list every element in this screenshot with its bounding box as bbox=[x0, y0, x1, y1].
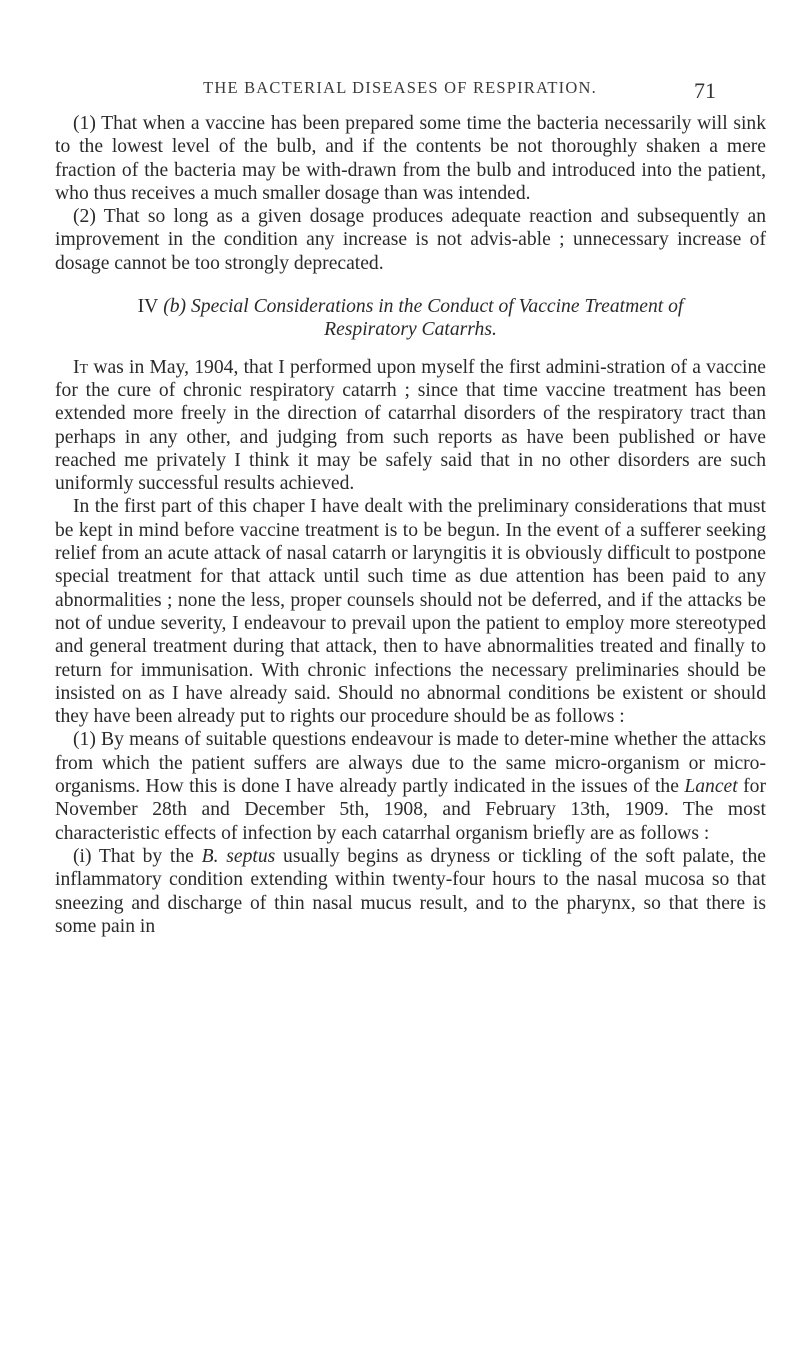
heading-title: Special Considerations in the Conduct of Vaccine Treatment of Respiratory Catarrhs. bbox=[191, 296, 684, 341]
paragraph-6-text-a: (i) That by the bbox=[73, 845, 194, 867]
paragraph-6 bbox=[55, 845, 766, 938]
paragraph-3 bbox=[55, 356, 766, 496]
paragraph-6-text-b: usually begins as dryness or tickling of the soft palate, the inflammatory condition extending within twenty-four hours to the nasal mucosa so that sneezing and discharge of thin nasal mucus result, and to the pharynx, so that there is some pain in bbox=[55, 845, 766, 937]
paragraph-5-text-b: for November 28th and December 5th, 1908, and February 13th, 1909. The most characteristic effects of infection by each catarrhal organism briefly are as follows : bbox=[55, 776, 766, 844]
page-header bbox=[0, 78, 800, 102]
page-number: 71 bbox=[694, 78, 716, 103]
lancet-title: Lancet bbox=[684, 776, 738, 798]
organism-name: B. septus bbox=[201, 845, 276, 867]
heading-sub: (b) bbox=[163, 296, 187, 318]
running-head: THE BACTERIAL DISEASES OF RESPIRATION. bbox=[203, 78, 597, 97]
page-body bbox=[55, 112, 766, 938]
section-heading bbox=[55, 295, 766, 342]
paragraph-5 bbox=[55, 728, 766, 844]
paragraph-1: (1) That when a vaccine has been prepared some time the bacteria necessarily will sink to the lowest level of the bulb, and if the contents be not thoroughly shaken a mere fraction of the bacteria may be with-drawn from the bulb and introduced into the patient, who thus receives a much smaller dosage than was intended. bbox=[55, 113, 766, 204]
paragraph-4: In the first part of this chaper I have dealt with the preliminary considerations that must be kept in mind before vaccine treatment is to be begun. In the event of a sufferer seeking relief from an acute attack of nasal catarrh or laryngitis it is obviously difficult to postpone special treatment for that attack until such time as due attention has been paid to any abnormalities ; none the less, proper counsels should not be deferred, and if the attacks be not of undue severity, I endeavour to prevail upon the patient to employ more stereotyped and general treatment during that attack, then to have abnormalities treated and finally to return for immunisation. With chronic infections the necessary preliminaries should be insisted on as I have already said. Should no abnormal conditions be existent or should they have been already put to rights our procedure should be as follows : bbox=[55, 496, 766, 728]
paragraph-2: (2) That so long as a given dosage produces adequate reaction and subsequently an improvement in the condition any increase is not advis-able ; unnecessary increase of dosage cannot be too strongly deprecated. bbox=[55, 206, 766, 274]
paragraph-3-text: was in May, 1904, that I performed upon myself the first admini-stration of a vaccine for the cure of chronic respiratory catarrh ; since that time vaccine treatment has been extended more freely in the direction of catarrhal disorders of the respiratory tract than perhaps in any other, and judging from such reports as have been published or have reached me privately I think it may be safely said that in no other disorders are such uniformly successful results achieved. bbox=[55, 356, 766, 495]
heading-number: IV bbox=[137, 296, 159, 318]
drop-cap-word: It bbox=[73, 356, 89, 378]
paragraph-5-text-a: (1) By means of suitable questions endeavour is made to deter-mine whether the attacks from which the patient suffers are always due to the same micro-organism or micro-organisms. How this is done I have already partly indicated in the issues of the bbox=[55, 729, 766, 798]
